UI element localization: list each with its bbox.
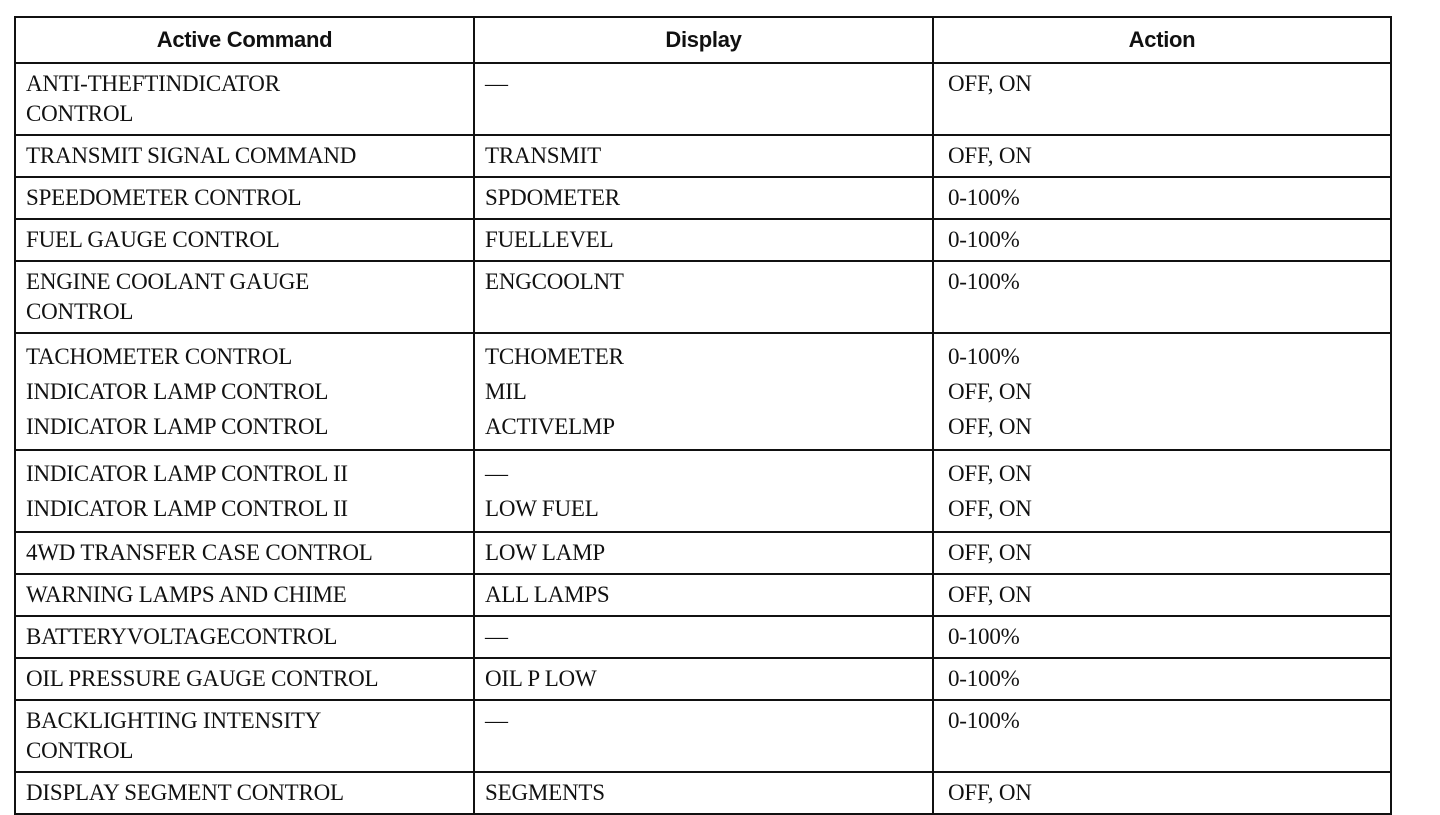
cell-active-command [15, 658, 474, 700]
table-row [15, 333, 1391, 450]
table-row [15, 616, 1391, 658]
table-row [15, 450, 1391, 532]
cell-action-text: OFF, ON [948, 143, 1032, 168]
cell-display [474, 532, 933, 574]
table-row [15, 574, 1391, 616]
cell-display [474, 772, 933, 814]
cell-action-text: 0-100% [948, 666, 1020, 691]
cell-active-command-text: TACHOMETER CONTROL [26, 344, 293, 369]
cell-display-text: FUELLEVEL [485, 227, 614, 252]
cell-active-command-text: WARNING LAMPS AND CHIME [26, 582, 347, 607]
cell-active-command-text: INDICATOR LAMP CONTROL [26, 379, 329, 404]
cell-active-command-text: OIL PRESSURE GAUGE CONTROL [26, 666, 379, 691]
cell-action-text: OFF, ON [948, 379, 1032, 404]
cell-action-text: OFF, ON [948, 461, 1032, 486]
cell-display-text: — [485, 624, 508, 649]
cell-active-command [15, 574, 474, 616]
cell-action-text: OFF, ON [948, 71, 1032, 96]
cell-display [474, 261, 933, 333]
table-row [15, 772, 1391, 814]
cell-action [933, 63, 1391, 135]
cell-active-command-text: DISPLAY SEGMENT CONTROL [26, 780, 344, 805]
table-body [15, 63, 1391, 814]
cell-display-text: TRANSMIT [485, 143, 601, 168]
table-row [15, 658, 1391, 700]
cell-display-text: ACTIVELMP [485, 414, 615, 439]
table-row [15, 135, 1391, 177]
cell-active-command [15, 772, 474, 814]
cell-action-text: OFF, ON [948, 780, 1032, 805]
table-row [15, 700, 1391, 772]
cell-display [474, 177, 933, 219]
cell-action-text: 0-100% [948, 708, 1020, 733]
cell-active-command-text: CONTROL [26, 299, 134, 324]
cell-display-text: OIL P LOW [485, 666, 597, 691]
cell-active-command-text: ANTI-THEFTINDICATOR [26, 71, 280, 96]
cell-display-text: — [485, 71, 508, 96]
cell-display [474, 219, 933, 261]
cell-active-command [15, 333, 474, 450]
cell-active-command-text: FUEL GAUGE CONTROL [26, 227, 280, 252]
cell-display [474, 333, 933, 450]
cell-display-text: LOW LAMP [485, 540, 606, 565]
cell-action-text: OFF, ON [948, 496, 1032, 521]
cell-active-command-text: BATTERYVOLTAGECONTROL [26, 624, 338, 649]
cell-action-text: 0-100% [948, 185, 1020, 210]
cell-active-command [15, 219, 474, 261]
table-row [15, 219, 1391, 261]
cell-display [474, 63, 933, 135]
cell-display [474, 135, 933, 177]
header-display: Display [474, 17, 933, 63]
cell-action-text: OFF, ON [948, 582, 1032, 607]
cell-action [933, 772, 1391, 814]
header-active-command: Active Command [15, 17, 474, 63]
cell-active-command [15, 616, 474, 658]
cell-action [933, 333, 1391, 450]
cell-active-command [15, 135, 474, 177]
cell-action [933, 700, 1391, 772]
cell-active-command-text: BACKLIGHTING INTENSITY [26, 708, 322, 733]
cell-action [933, 219, 1391, 261]
cell-action [933, 135, 1391, 177]
cell-action-text: OFF, ON [948, 414, 1032, 439]
cell-active-command-text: INDICATOR LAMP CONTROL II [26, 461, 348, 486]
cell-display-text: SPDOMETER [485, 185, 620, 210]
cell-display [474, 700, 933, 772]
cell-action [933, 177, 1391, 219]
cell-active-command [15, 700, 474, 772]
cell-display-text: ENGCOOLNT [485, 269, 624, 294]
cell-display-text: SEGMENTS [485, 780, 605, 805]
cell-action [933, 658, 1391, 700]
header-row [15, 17, 1391, 63]
cell-active-command-text: INDICATOR LAMP CONTROL II [26, 496, 348, 521]
cell-active-command-text: TRANSMIT SIGNAL COMMAND [26, 143, 357, 168]
cell-action [933, 616, 1391, 658]
cell-display-text: ALL LAMPS [485, 582, 610, 607]
cell-display-text: — [485, 708, 508, 733]
cell-active-command-text: INDICATOR LAMP CONTROL [26, 414, 329, 439]
cell-display [474, 658, 933, 700]
cell-action-text: OFF, ON [948, 540, 1032, 565]
cell-display-text: MIL [485, 379, 527, 404]
cell-active-command-text: 4WD TRANSFER CASE CONTROL [26, 540, 373, 565]
cell-display-text: — [485, 461, 508, 486]
cell-action-text: 0-100% [948, 624, 1020, 649]
active-command-table [14, 16, 1392, 815]
cell-action [933, 261, 1391, 333]
table-row [15, 63, 1391, 135]
table-row [15, 177, 1391, 219]
cell-active-command [15, 261, 474, 333]
header-action: Action [933, 17, 1391, 63]
cell-display-text: LOW FUEL [485, 496, 599, 521]
cell-active-command-text: SPEEDOMETER CONTROL [26, 185, 302, 210]
cell-active-command [15, 63, 474, 135]
cell-active-command [15, 177, 474, 219]
cell-active-command [15, 450, 474, 532]
table-row [15, 261, 1391, 333]
cell-action [933, 532, 1391, 574]
cell-active-command-text: CONTROL [26, 101, 134, 126]
table-row [15, 532, 1391, 574]
cell-active-command [15, 532, 474, 574]
cell-action [933, 574, 1391, 616]
cell-display [474, 574, 933, 616]
cell-display-text: TCHOMETER [485, 344, 624, 369]
cell-display [474, 450, 933, 532]
cell-action-text: 0-100% [948, 269, 1020, 294]
cell-active-command-text: CONTROL [26, 738, 134, 763]
cell-active-command-text: ENGINE COOLANT GAUGE [26, 269, 310, 294]
cell-action [933, 450, 1391, 532]
cell-action-text: 0-100% [948, 227, 1020, 252]
cell-display [474, 616, 933, 658]
cell-action-text: 0-100% [948, 344, 1020, 369]
